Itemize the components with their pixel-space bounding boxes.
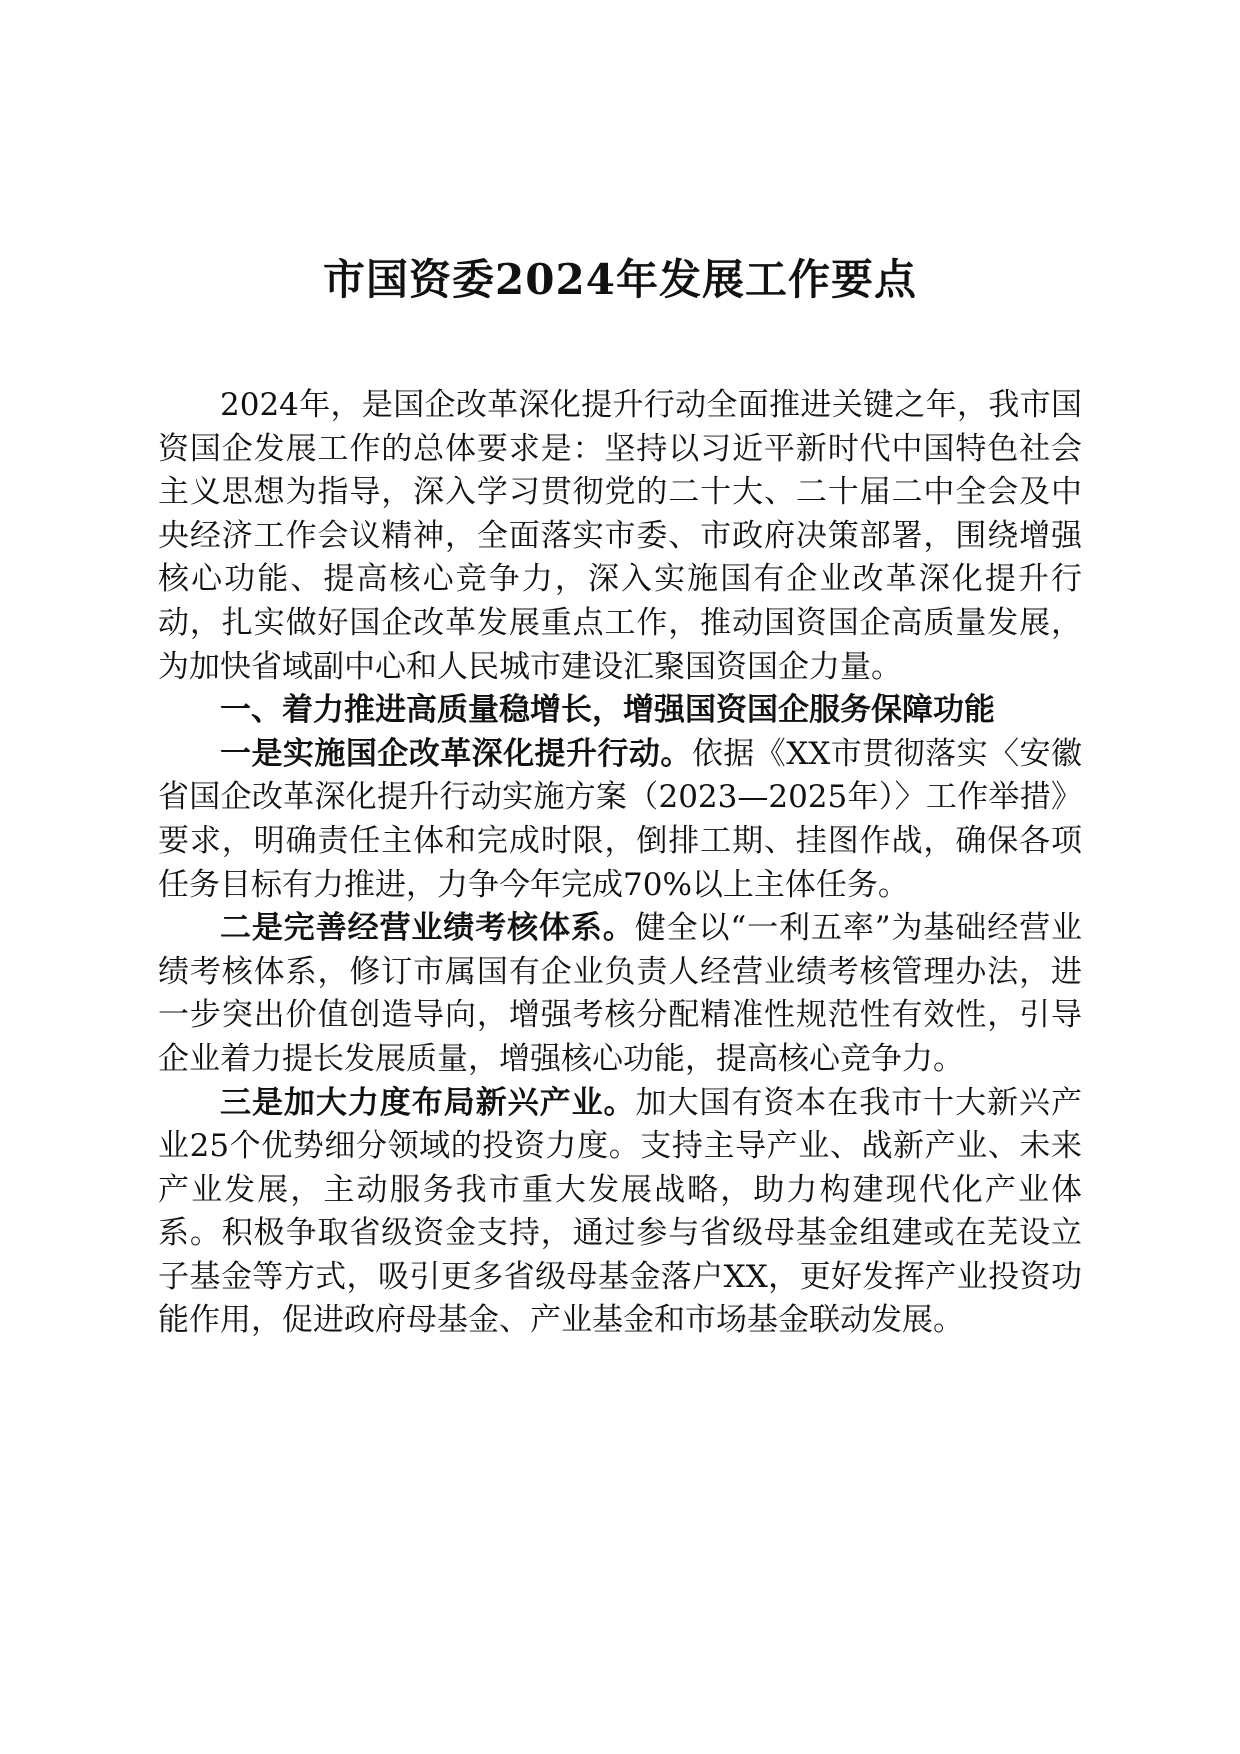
item-text-1: 依据《XX市贯彻落实〈安徽省国企改革深化提升行动实施方案（2023—2025年）〉工作举措》要求，明确责任主体和完成时限，倒排工期、挂图作战，确保各项任务目标有力推进，力争今年完成70%以上主体任务。 xyxy=(158,735,1082,903)
item-paragraph-1 xyxy=(158,733,1082,907)
section-heading-1: 一、着力推进高质量稳增长，增强国资国企服务保障功能 xyxy=(220,692,995,729)
item-lead-2: 二是完善经营业绩考核体系。 xyxy=(220,910,635,947)
item-lead-1: 一是实施国企改革深化提升行动。 xyxy=(220,735,692,772)
item-paragraph-3 xyxy=(158,1082,1082,1344)
item-text-2: 健全以“一利五率”为基础经营业绩考核体系，修订市属国有企业负责人经营业绩考核管理办法，进一步突出价值创造导向，增强考核分配精准性规范性有效性，引导企业着力提长发展质量，增强核心功能，提高核心竞争力。 xyxy=(158,910,1082,1077)
document-title: 市国资委2024年发展工作要点 xyxy=(323,255,917,304)
document-body xyxy=(158,384,1082,1343)
item-lead-3: 三是加大力度布局新兴产业。 xyxy=(220,1084,636,1121)
item-paragraph-2 xyxy=(158,907,1082,1081)
intro-paragraph: 2024年，是国企改革深化提升行动全面推进关键之年，我市国资国企发展工作的总体要求是：坚持以习近平新时代中国特色社会主义思想为指导，深入学习贯彻党的二十大、二十届二中全会及中央经济工作会议精神，全面落实市委、市政府决策部署，围绕增强核心功能、提高核心竞争力，深入实施国有企业改革深化提升行动，扎实做好国企改革发展重点工作，推动国资国企高质量发展，为加快省域副中心和人民城市建设汇聚国资国企力量。 xyxy=(158,387,1082,685)
item-text-3: 加大国有资本在我市十大新兴产业25个优势细分领域的投资力度。支持主导产业、战新产业、未来产业发展，主动服务我市重大发展战略，助力构建现代化产业体系。积极争取省级资金支持，通过参与省级母基金组建或在芜设立子基金等方式，吸引更多省级母基金落户XX，更好发挥产业投资功能作用，促进政府母基金、产业基金和市场基金联动发展。 xyxy=(158,1084,1082,1339)
